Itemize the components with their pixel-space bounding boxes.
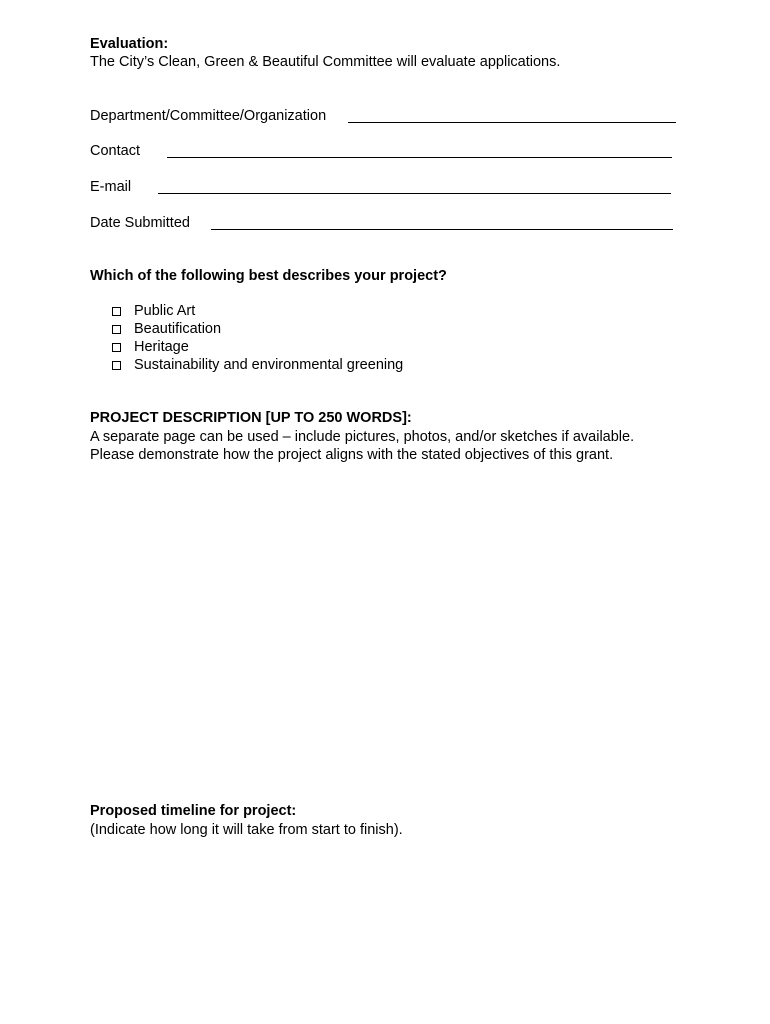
email-label: E-mail — [90, 179, 132, 195]
evaluation-text: The City’s Clean, Green & Beautiful Committee will evaluate applications. — [90, 54, 561, 70]
option-label: Public Art — [134, 303, 196, 319]
timeline-heading: Proposed timeline for project: — [90, 803, 297, 819]
checkbox-icon[interactable] — [112, 307, 121, 316]
contact-underline — [167, 157, 672, 158]
timeline-instruction: (Indicate how long it will take from start to finish). — [90, 822, 403, 838]
project-type-question: Which of the following best describes your project? — [90, 268, 447, 284]
checkbox-icon[interactable] — [112, 343, 121, 352]
department-label: Department/Committee/Organization — [90, 108, 327, 124]
project-description-instruction-1: A separate page can be used – include pictures, photos, and/or sketches if available. — [90, 429, 635, 445]
email-field[interactable] — [160, 176, 670, 194]
option-heritage[interactable] — [112, 338, 189, 356]
option-public-art[interactable] — [112, 302, 195, 320]
department-field[interactable] — [350, 105, 676, 123]
contact-field[interactable] — [169, 140, 671, 158]
option-beautification[interactable] — [112, 320, 221, 338]
option-label: Beautification — [134, 321, 222, 337]
evaluation-heading: Evaluation: — [90, 36, 169, 52]
option-label: Heritage — [134, 339, 189, 355]
department-underline — [348, 122, 676, 123]
checkbox-icon[interactable] — [112, 325, 121, 334]
date-submitted-label: Date Submitted — [90, 215, 190, 231]
contact-label: Contact — [90, 143, 140, 159]
project-description-heading: PROJECT DESCRIPTION [UP TO 250 WORDS]: — [90, 410, 412, 426]
date-submitted-underline — [211, 229, 673, 230]
option-label: Sustainability and environmental greening — [134, 357, 404, 373]
project-description-area[interactable] — [90, 472, 684, 796]
checkbox-icon[interactable] — [112, 361, 121, 370]
date-submitted-field[interactable] — [213, 212, 672, 230]
project-description-instruction-2: Please demonstrate how the project aligns with the stated objectives of this grant. — [90, 447, 614, 463]
email-underline — [158, 193, 671, 194]
timeline-area[interactable] — [90, 848, 684, 1012]
option-sustainability[interactable] — [112, 356, 403, 374]
